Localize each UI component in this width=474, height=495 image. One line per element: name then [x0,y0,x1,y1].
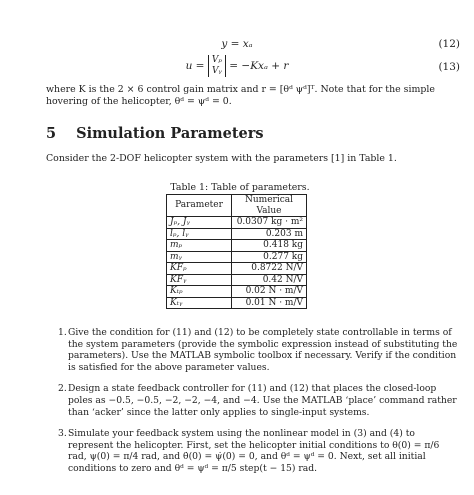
table-header-parameter: Parameter [167,195,232,217]
equation-13-matrix [208,55,226,77]
table-row [167,228,307,240]
table-cell-value: 0.42 N/V [232,274,307,286]
table-row [167,274,307,286]
list-item-marker: 2. [58,383,67,395]
table-row [167,217,307,229]
section-title: Simulation Parameters [76,125,264,142]
table-row [167,263,307,275]
matrix-entry-1: Vₚ [211,55,222,65]
list-item [46,428,460,474]
list-item-text: Simulate your feedback system using the nonlinear model in (3) and (4) to represent the helicopter. First, set the helicopter initial conditions to θ(0) = π/6 rad, ψ(0) = π/4 rad, and θ̇(0) = ψ̇(0) = 0, and θᵈ = ψᵈ = 0. Next, set all initial conditions to zero and θᵈ = ψᵈ = π/5 step(t − 15) rad. [68,428,440,474]
table-cell-parameter: Kₜᵧ [167,297,232,309]
task-list [46,327,460,485]
table-cell-parameter: lₚ, lᵧ [167,228,232,240]
equation-12-body: y = xₐ [221,38,253,50]
intro-paragraph: where K is the 2 × 6 control gain matrix and r = [θᵈ ψᵈ]ᵀ. Note that for the simple hovering of the helicopter, θᵈ = ψᵈ = 0. [46,84,435,108]
equation-12-number: (12) [438,38,460,50]
table-cell-value: 0.8722 N/V [232,263,307,275]
equation-13-lhs: u = [185,60,205,72]
table-cell-parameter: KFᵧ [167,274,232,286]
equation-13-number: (13) [438,61,460,73]
table-caption: Table 1: Table of parameters. [170,182,310,193]
matrix-entry-2: Vᵧ [211,66,222,76]
parameter-table [166,194,307,309]
table-row [167,297,307,309]
table-cell-value: 0.418 kg [232,240,307,252]
table-cell-parameter: mᵧ [167,251,232,263]
list-item-text: Design a state feedback controller for (11) and (12) that places the closed-loop poles as −0.5, −0.5, −2, −2, −4, and −4. Use the MATLAB ‘place’ command rather than ‘acker’ since the latter only applies to single-input systems. [68,383,457,418]
list-item [46,327,460,373]
table-cell-value: 0.02 N · m/V [232,286,307,298]
table-cell-value: 0.277 kg [232,251,307,263]
section-intro: Consider the 2-DOF helicopter system with the parameters [1] in Table 1. [46,153,397,164]
table-row [167,240,307,252]
table-cell-value: 0.0307 kg · m² [232,217,307,229]
table-cell-parameter: mₚ [167,240,232,252]
table-row [167,286,307,298]
table-header-row [167,195,307,217]
table-header-value: Numerical Value [232,195,307,217]
section-heading [46,125,264,142]
table-cell-parameter: Kₜₚ [167,286,232,298]
section-number: 5 [46,125,57,142]
list-item-text: Give the condition for (11) and (12) to be completely state controllable in terms of the system parameters (provide the symbolic expression instead of substituting the parameters). Use the MATLAB symbolic toolbox if necessary. Verify if the condition is satisfied for the above parameter values. [68,327,458,373]
table-row [167,251,307,263]
table-cell-parameter: Jₚ, Jᵧ [167,217,232,229]
list-item-marker: 3. [58,428,67,440]
table-cell-parameter: KFₚ [167,263,232,275]
table-cell-value: 0.203 m [232,228,307,240]
table-cell-value: 0.01 N · m/V [232,297,307,309]
list-item-marker: 1. [58,327,67,338]
list-item [46,383,460,418]
equation-13-rhs: = −Kxₐ + r [229,60,289,72]
